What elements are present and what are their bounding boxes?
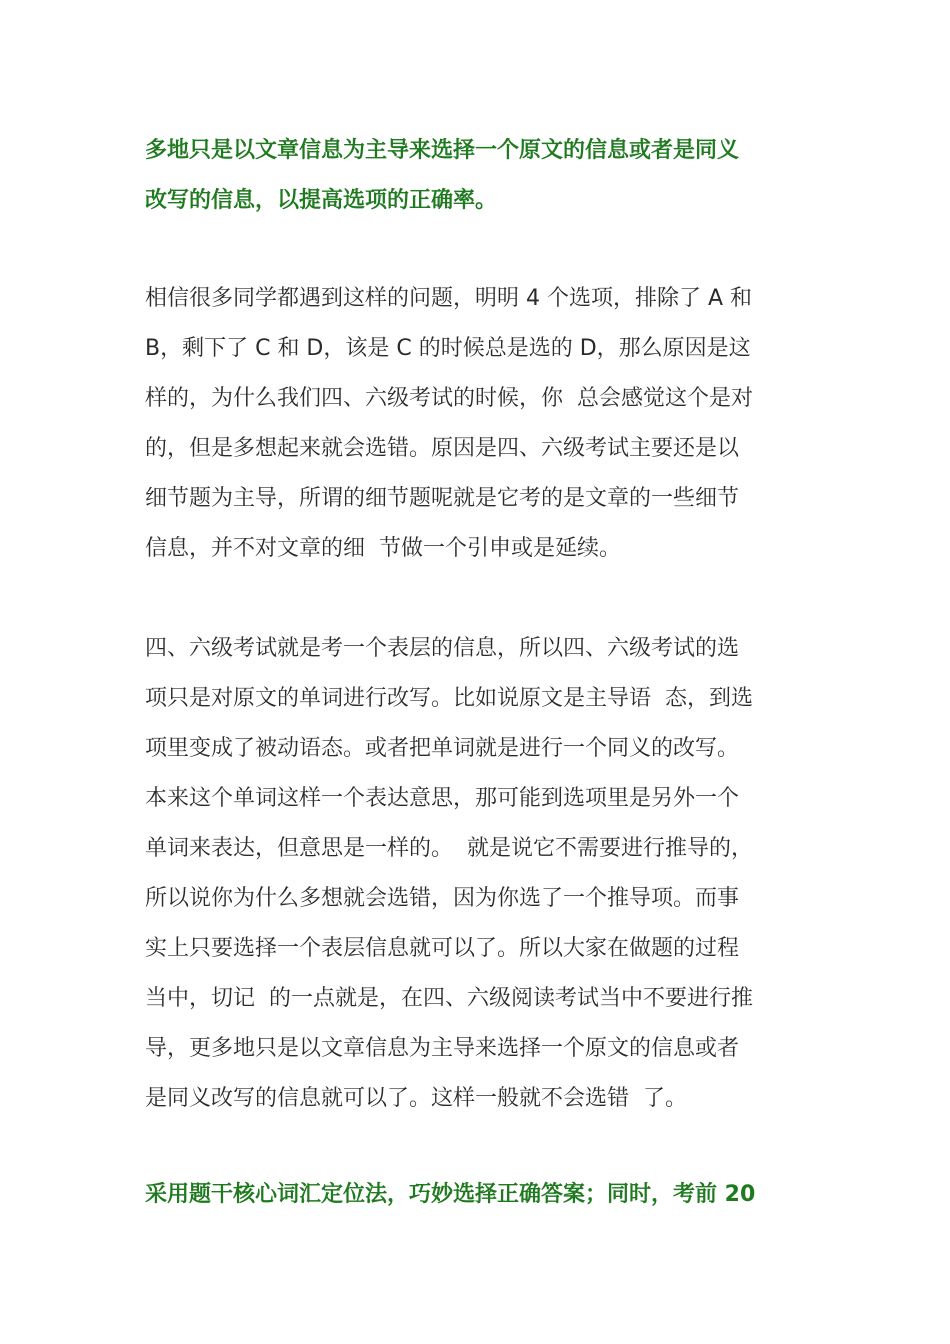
- paragraph-intro-highlight: [145, 126, 815, 226]
- paragraph-surface-information: [145, 624, 815, 1124]
- text-line: 采用题干核心词汇定位法，巧妙选择正确答案；同时，考前 20: [145, 1182, 756, 1207]
- text-line: 细节题为主导，所谓的细节题呢就是它考的是文章的一些细节: [145, 486, 740, 511]
- text-line: 的，但是多想起来就会选错。原因是四、六级考试主要还是以: [145, 436, 740, 461]
- text-line: 所以说你为什么多想就会选错，因为你选了一个推导项。而事: [145, 886, 740, 911]
- text-line: 单词来表达，但意思是一样的。 就是说它不需要进行推导的，: [145, 836, 753, 861]
- text-line: 本来这个单词这样一个表达意思，那可能到选项里是另外一个: [145, 786, 740, 811]
- text-line: 改写的信息，以提高选项的正确率。: [145, 188, 498, 213]
- text-line: 相信很多同学都遇到这样的问题，明明 4 个选项，排除了 A 和: [145, 286, 753, 311]
- text-line: 是同义改写的信息就可以了。这样一般就不会选错 了。: [145, 1086, 687, 1111]
- text-line: 当中，切记 的一点就是，在四、六级阅读考试当中不要进行推: [145, 986, 753, 1011]
- text-line: 项里变成了被动语态。或者把单词就是进行一个同义的改写。: [145, 736, 740, 761]
- text-line: 信息，并不对文章的细 节做一个引申或是延续。: [145, 536, 621, 561]
- text-line: 导，更多地只是以文章信息为主导来选择一个原文的信息或者: [145, 1036, 740, 1061]
- paragraph-detail-questions: [145, 274, 815, 574]
- text-line: B，剩下了 C 和 D，该是 C 的时候总是选的 D，那么原因是这: [145, 336, 751, 361]
- paragraph-keyword-method-highlight: [145, 1170, 815, 1220]
- text-line: 样的，为什么我们四、六级考试的时候，你 总会感觉这个是对: [145, 386, 753, 411]
- text-line: 四、六级考试就是考一个表层的信息，所以四、六级考试的选: [145, 636, 740, 661]
- text-line: 多地只是以文章信息为主导来选择一个原文的信息或者是同义: [145, 138, 740, 163]
- text-line: 实上只要选择一个表层信息就可以了。所以大家在做题的过程: [145, 936, 740, 961]
- text-line: 项只是对原文的单词进行改写。比如说原文是主导语 态，到选: [145, 686, 753, 711]
